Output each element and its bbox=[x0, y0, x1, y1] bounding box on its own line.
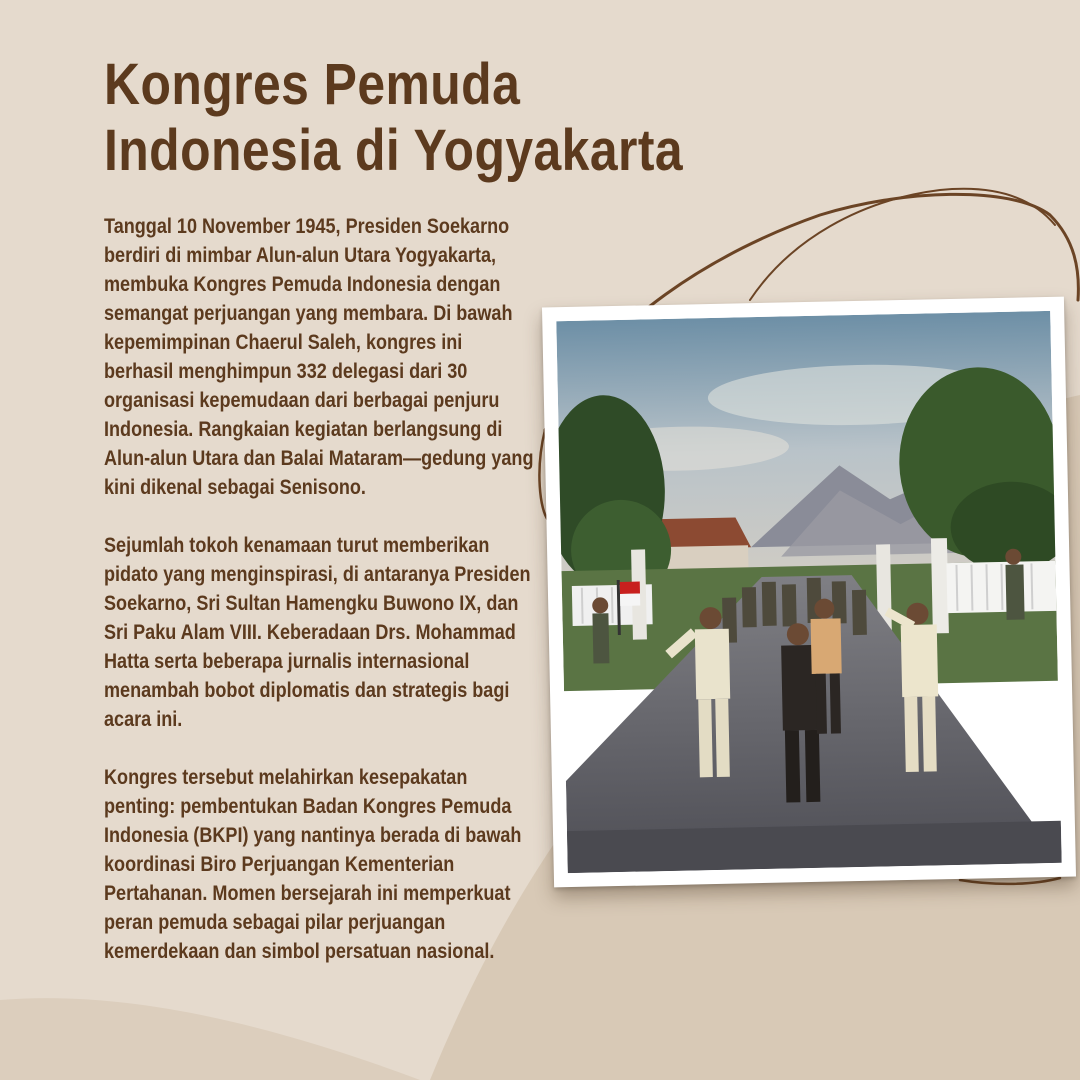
paragraph-3: Kongres tersebut melahirkan kesepakatan penting: pembentukan Badan Kongres Pemuda Indonesia (BKPI) yang nantinya berada di bawah koordinasi Biro Perjuangan Kementerian Pertahanan. Momen bersejarah ini memperkuat peran pemuda sebagai pilar perjuangan kemerdekaan dan simbol persatuan nasional. bbox=[104, 766, 522, 963]
diorama-photo bbox=[556, 311, 1061, 873]
page-title: Kongres Pemuda Indonesia di Yogyakarta bbox=[104, 52, 684, 183]
article-body bbox=[104, 212, 534, 995]
decorative-scribble-line-2 bbox=[750, 189, 1055, 300]
lower-left-blob bbox=[0, 998, 420, 1080]
paragraph-2: Sejumlah tokoh kenamaan turut memberikan pidato yang menginspirasi, di antaranya Presiden Soekarno, Sri Sultan Hamengku Buwono IX, dan Sri Paku Alam VIII. Keberadaan Drs. Mohammad Hatta serta beberapa jurnalis internasional menambah bobot diplomatis dan strategis bagi acara ini. bbox=[104, 534, 531, 731]
photo-frame bbox=[542, 297, 1076, 888]
paragraph-1: Tanggal 10 November 1945, Presiden Soekarno berdiri di mimbar Alun-alun Utara Yogyakarta, membuka Kongres Pemuda Indonesia dengan semangat perjuangan yang membara. Di bawah kepemimpinan Chaerul Saleh, kongres ini berhasil menghimpun 332 delegasi dari 30 organisasi kepemudaan dari berbagai penjuru Indonesia. Rangkaian kegiatan berlangsung di Alun-alun Utara dan Balai Mataram—gedung yang kini dikenal sebagai Senisono. bbox=[104, 215, 534, 499]
